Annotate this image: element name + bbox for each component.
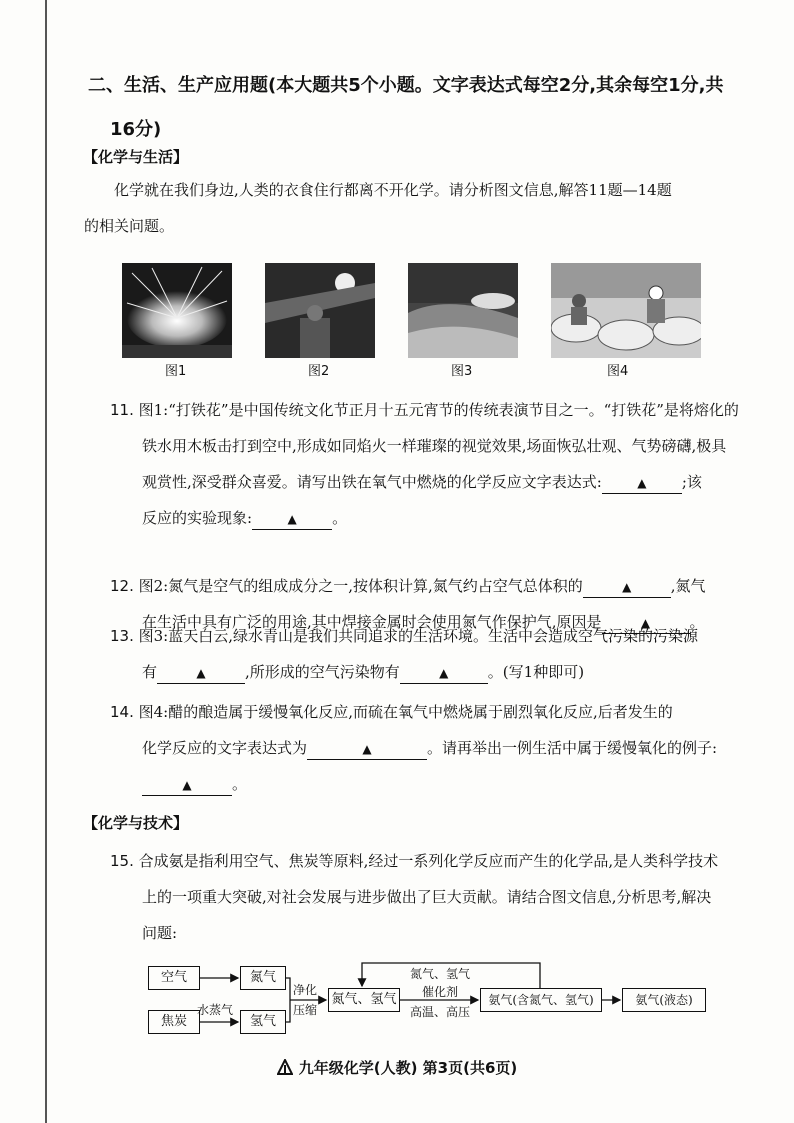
intro-paragraph bbox=[84, 172, 764, 244]
flow-node-mixture: 氮气、氢气 bbox=[328, 988, 400, 1012]
figure-1-caption: 图1 bbox=[165, 364, 187, 379]
section-title-line1: 二、生活、生产应用题(本大题共5个小题。文字表达式每空2分,其余每空1分,共 bbox=[88, 75, 724, 96]
flow-node-hydrogen: 氢气 bbox=[240, 1010, 286, 1034]
question-15: 15. 合成氨是指利用空气、焦炭等原料,经过一系列化学反应而产生的化学品,是人类科学技术 上的一项重大突破,对社会发展与进步做出了巨大贡献。请结合图文信息,分析思考,解决 问题: bbox=[110, 852, 719, 942]
flow-node-air: 空气 bbox=[148, 966, 200, 990]
section-title-line2: 16分) bbox=[110, 119, 162, 140]
answer-blank-12b[interactable]: ▲ bbox=[602, 612, 690, 634]
answer-blank-12a[interactable]: ▲ bbox=[583, 576, 671, 598]
page-footer bbox=[0, 1057, 794, 1079]
answer-blank-11a[interactable]: ▲ bbox=[602, 472, 682, 494]
flow-node-liquid-ammonia: 氨气(液态) bbox=[622, 988, 706, 1012]
publisher-logo-icon bbox=[277, 1059, 293, 1079]
section-title bbox=[88, 64, 768, 152]
binding-margin-line bbox=[45, 0, 47, 1123]
flow-label-catalyst: 催化剂 bbox=[421, 985, 458, 999]
part-heading-life: 【化学与生活】 bbox=[83, 148, 189, 166]
intro-line1: 化学就在我们身边,人类的衣食住行都离不开化学。请分析图文信息,解答11题—14题 bbox=[114, 181, 672, 199]
flow-node-nitrogen: 氮气 bbox=[240, 966, 286, 990]
figure-4-image bbox=[551, 263, 701, 358]
answer-blank-14a[interactable]: ▲ bbox=[307, 738, 427, 760]
figure-1-image bbox=[122, 263, 232, 358]
figure-3-caption: 图3 bbox=[451, 364, 473, 379]
question-14: 14. 图4:醋的酿造属于缓慢氧化反应,而硫在氧气中燃烧属于剧烈氧化反应,后者发生的 化学反应的文字表达式为 ▲ 。请再举出一例生活中属于缓慢氧化的例子: ▲ 。 bbox=[110, 694, 782, 802]
answer-blank-13a[interactable]: ▲ bbox=[157, 662, 245, 684]
flow-label-recycle: 氮气、氢气 bbox=[409, 967, 470, 981]
question-11: 11. 图1:“打铁花”是中国传统文化节正月十五元宵节的传统表演节目之一。“打铁花”是将熔化的 铁水用木板击打到空中,形成如同焰火一样璀璨的视觉效果,场面恢弘壮观、气势磅礴,极具 观赏性,深受群众喜爱。请写出铁在氧气中燃烧的化学反应文字表达式: ▲ ;该 反应的实验现象: ▲ 。 bbox=[110, 392, 782, 536]
figure-2-caption: 图2 bbox=[308, 364, 330, 379]
intro-line2: 的相关问题。 bbox=[84, 217, 175, 235]
answer-blank-13b[interactable]: ▲ bbox=[400, 662, 488, 684]
footer-text: 九年级化学(人教) 第3页(共6页) bbox=[298, 1059, 518, 1077]
figure-3-image bbox=[408, 263, 518, 358]
figure-4-caption: 图4 bbox=[607, 364, 629, 379]
flow-node-ammonia-mix: 氨气(含氮气、氢气) bbox=[480, 988, 602, 1012]
flow-label-steam: 水蒸气 bbox=[196, 1003, 233, 1017]
flow-label-compress: 压缩 bbox=[292, 1003, 317, 1017]
question-12: 12. 图2:氮气是空气的组成成分之一,按体积计算,氮气约占空气总体积的 ▲ ,氮气 在生活中具有广泛的用途,其中焊接金属时会使用氮气作保护气,原因是 ▲ 。 bbox=[110, 568, 782, 640]
part-heading-tech: 【化学与技术】 bbox=[83, 814, 189, 832]
question-13: 13. 图3:蓝天白云,绿水青山是我们共同追求的生活环境。生活中会造成空气污染的污染源 有 ▲ ,所形成的空气污染物有 ▲ 。(写1种即可) bbox=[110, 618, 782, 690]
answer-blank-14b[interactable]: ▲ bbox=[142, 774, 232, 796]
figure-2-image bbox=[265, 263, 375, 358]
answer-blank-11b[interactable]: ▲ bbox=[252, 508, 332, 530]
flow-label-purify: 净化 bbox=[292, 983, 317, 997]
flow-node-coke: 焦炭 bbox=[148, 1010, 200, 1034]
flow-label-conditions: 高温、高压 bbox=[409, 1005, 470, 1019]
